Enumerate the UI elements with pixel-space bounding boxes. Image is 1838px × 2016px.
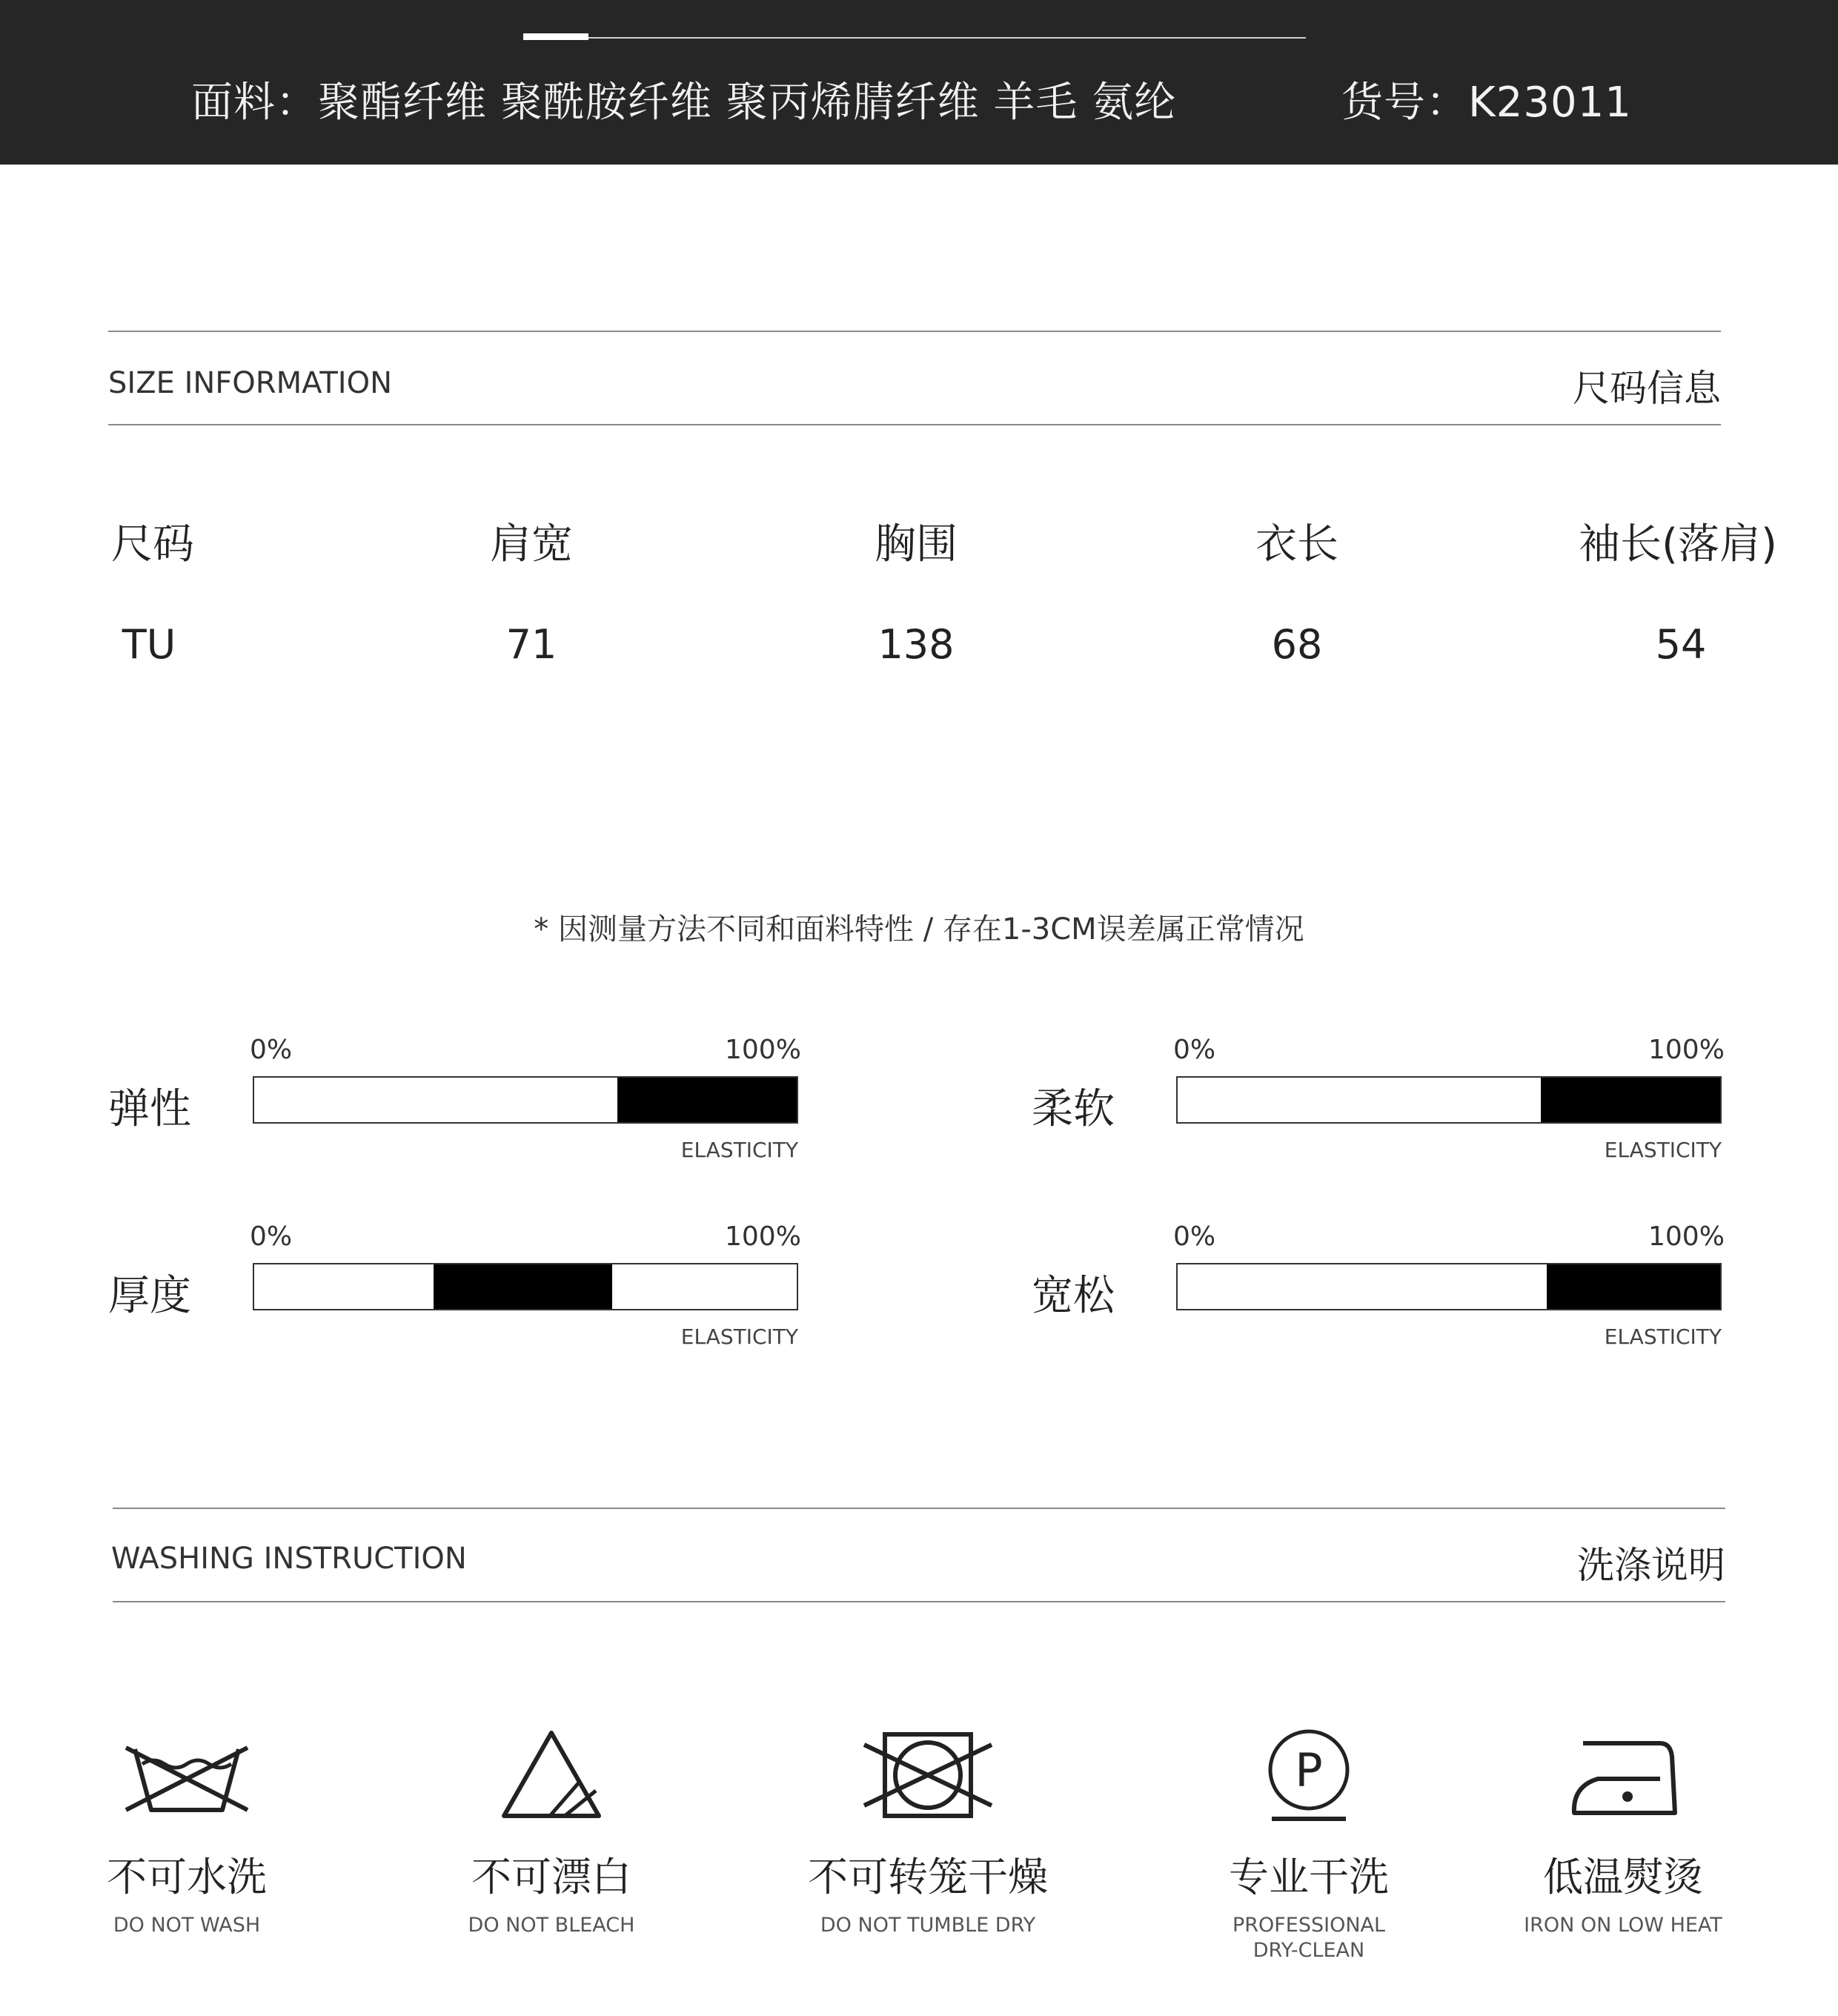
section-top-rule [113,1508,1725,1509]
scale-min-label: 0% [1173,1035,1216,1065]
table-cell: 54 [1655,621,1707,668]
care-item-do-not-tumble-dry [757,1727,1098,1938]
care-item-do-not-wash [16,1727,357,1938]
care-label-en: DO NOT WASH [113,1914,261,1937]
care-label-cn: 低温熨烫 [1543,1854,1703,1900]
attribute-sublabel: ELASTICITY [680,1138,798,1162]
do-not-bleach-icon [485,1727,618,1823]
length-col-header: 衣长 [1255,520,1338,568]
table-cell: 138 [877,621,955,668]
size-section-title-cn: 尺码信息 [1573,367,1721,410]
professional-dry-clean-icon [1242,1727,1376,1823]
attribute-bar-fill [1547,1264,1720,1309]
attribute-bar [253,1076,798,1124]
attribute-sublabel: ELASTICITY [680,1324,798,1349]
scale-min-label: 0% [250,1221,293,1252]
measurement-note: * 因测量方法不同和面料特性 / 存在1-3CM误差属正常情况 [534,912,1304,946]
shoulder-col-header: 肩宽 [490,520,573,568]
care-item-do-not-bleach [381,1727,722,1938]
header-band [0,0,1838,165]
section-bottom-rule [108,424,1721,425]
scale-min-label: 0% [250,1035,293,1065]
attribute-bar [1176,1263,1722,1310]
scale-max-label: 100% [1648,1035,1725,1065]
care-label-cn: 不可水洗 [107,1854,267,1900]
attribute-bar [253,1263,798,1310]
table-cell: 71 [505,621,557,668]
attribute-sublabel: ELASTICITY [1604,1324,1722,1349]
chest-col-header: 胸围 [875,520,958,568]
scale-min-label: 0% [1173,1221,1216,1252]
care-item-professional-dry-clean [1138,1727,1479,1963]
table-cell: 68 [1271,621,1323,668]
size-col-header: 尺码 [111,520,194,568]
fabric-composition: 面料：聚酯纤维 聚酰胺纤维 聚丙烯腈纤维 羊毛 氨纶 [191,79,1177,127]
header-divider [523,37,1306,39]
iron-low-heat-icon [1556,1727,1690,1823]
attribute-label: 宽松 [1032,1272,1115,1320]
care-label-cn: 专业干洗 [1229,1854,1389,1900]
attribute-bar [1176,1076,1722,1124]
section-bottom-rule [113,1601,1725,1602]
scale-max-label: 100% [1648,1221,1725,1252]
attribute-bar-fill [434,1264,613,1309]
care-label-en: PROFESSIONAL DRY-CLEAN [1232,1914,1386,1962]
header-divider-accent [523,33,588,40]
sleeve-col-header: 袖长(落肩) [1579,520,1777,568]
table-cell: TU [122,621,176,668]
scale-max-label: 100% [725,1221,801,1252]
care-label-cn: 不可漂白 [471,1854,631,1900]
attribute-label: 厚度 [108,1272,191,1320]
size-section-title-en: SIZE INFORMATION [108,366,392,400]
svg-text:P: P [1295,1743,1323,1797]
care-label-en: IRON ON LOW HEAT [1524,1914,1722,1937]
section-top-rule [108,331,1721,332]
attribute-sublabel: ELASTICITY [1604,1138,1722,1162]
attribute-label: 柔软 [1032,1085,1115,1133]
do-not-tumble-dry-icon [861,1727,995,1823]
do-not-wash-icon [120,1727,253,1823]
scale-max-label: 100% [725,1035,801,1065]
attribute-label: 弹性 [108,1085,191,1133]
attribute-bar-fill [617,1078,797,1122]
care-label-en: DO NOT BLEACH [468,1914,635,1937]
care-label-en: DO NOT TUMBLE DRY [820,1914,1036,1937]
attribute-bar-fill [1541,1078,1720,1122]
care-item-iron-low-heat [1453,1727,1794,1938]
washing-section-title-en: WASHING INSTRUCTION [111,1542,467,1576]
care-label-cn: 不可转笼干燥 [808,1854,1048,1900]
item-number: 货号：K23011 [1341,79,1632,127]
washing-section-title-cn: 洗涤说明 [1577,1544,1725,1587]
